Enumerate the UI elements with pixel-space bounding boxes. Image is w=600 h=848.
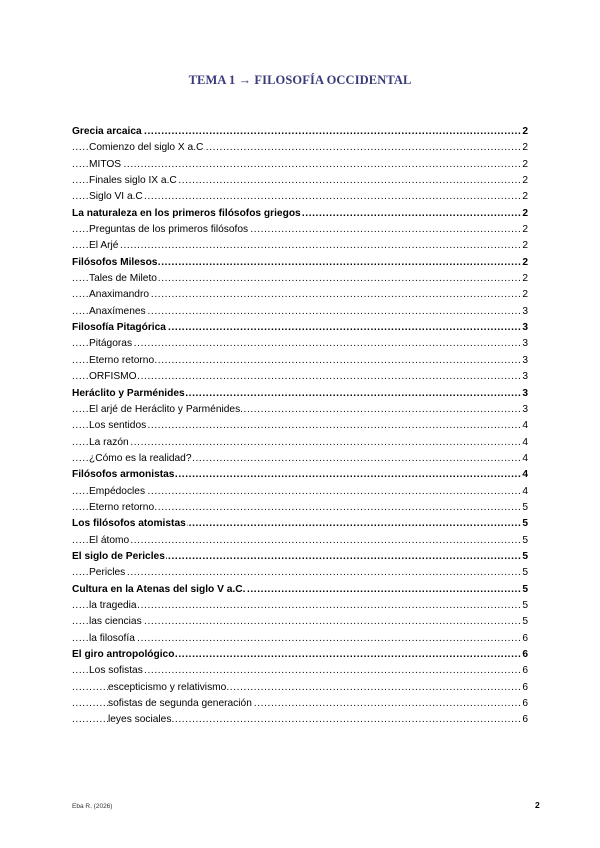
toc-entry[interactable] [72,271,528,287]
toc-entry-page: 6 [521,712,528,728]
toc-entry-page: 2 [521,189,528,205]
toc-entry-label: Los sofistas [89,665,143,677]
toc-entry-page: 3 [521,386,528,402]
toc-entry-page: 6 [521,663,528,679]
toc-entry-page: 3 [521,336,528,352]
toc-entry-label: Filósofos armonistas [72,469,175,481]
toc-entry[interactable] [72,336,528,352]
toc-entry[interactable] [72,467,528,483]
toc-entry-page: 4 [521,484,528,500]
toc-entry-label: Eterno retorno [89,354,155,366]
toc-entry-page: 2 [521,206,528,222]
toc-entry[interactable] [72,320,528,336]
toc-entry-page: 2 [521,255,528,271]
toc-entry[interactable] [72,680,528,696]
toc-entry-label: El giro antropológico [72,649,175,660]
toc-entry[interactable] [72,238,528,254]
toc-entry[interactable] [72,614,528,630]
toc-entry-label: la filosofía [89,632,135,644]
toc-entry[interactable] [72,304,528,320]
toc-entry[interactable] [72,647,528,663]
toc-entry-label: Finales siglo IX a.C [89,175,177,187]
toc-entry-label: Anaximandro [89,289,150,301]
toc-entry[interactable] [72,598,528,614]
toc-entry-page: 2 [521,157,528,173]
toc-entry[interactable] [72,533,528,549]
toc-entry-label: las ciencias [89,616,142,628]
footer-page-number: 2 [535,800,540,810]
toc-entry-page: 3 [521,320,528,336]
toc-entry-label: Los filósofos atomistas [72,518,186,530]
toc-entry[interactable] [72,435,528,451]
toc-entry-label: ¿Cómo es la realidad? [89,452,192,464]
toc-entry-label: Tales de Mileto [89,273,157,285]
toc-entry[interactable] [72,222,528,238]
toc-entry[interactable] [72,140,528,156]
toc-entry-page: 4 [521,435,528,451]
toc-entry[interactable] [72,696,528,712]
toc-entry-label: sofistas de segunda generación [108,698,252,710]
toc-entry-label: El Arjé [89,240,119,252]
toc-entry[interactable] [72,451,528,467]
toc-entry-label: El arjé de Heráclito y Parménides [89,403,241,415]
toc-entry-label: Pericles [89,567,126,579]
toc-entry-page: 5 [521,614,528,630]
toc-entry[interactable] [72,255,528,271]
toc-entry-page: 3 [521,353,528,369]
toc-entry-label: la tragedia [89,599,137,611]
toc-entry-page: 2 [521,238,528,254]
toc-entry-label: La razón [89,436,129,448]
table-of-contents [72,124,528,729]
toc-entry[interactable] [72,369,528,385]
toc-entry-page: 5 [521,565,528,581]
toc-entry[interactable] [72,582,528,598]
toc-entry-label: Empédocles [89,485,146,497]
toc-entry[interactable] [72,206,528,222]
toc-entry[interactable] [72,353,528,369]
toc-entry-label: La naturaleza en los primeros filósofos griegos [72,207,301,219]
toc-entry-label: ORFISMO [89,371,137,383]
toc-entry-page: 5 [521,582,528,598]
toc-entry[interactable] [72,484,528,500]
toc-entry-label: MITOS [89,158,122,170]
toc-entry-label: Filosofía Pitagórica [72,322,166,334]
toc-entry[interactable] [72,516,528,532]
toc-entry-label: Comienzo del siglo X a.C [89,142,204,154]
toc-entry-page: 5 [521,549,528,565]
toc-entry[interactable] [72,157,528,173]
toc-entry-label: leyes sociales [108,714,172,726]
toc-entry-label: Siglo VI a.C [89,191,143,203]
toc-entry[interactable] [72,386,528,402]
toc-entry-label: El siglo de Pericles [72,550,165,562]
toc-entry[interactable] [72,124,528,140]
toc-entry[interactable] [72,663,528,679]
footer-author: Eba R. (2026) [72,803,113,810]
toc-entry[interactable] [72,287,528,303]
toc-entry-page: 6 [521,696,528,712]
toc-entry-page: 2 [521,287,528,303]
toc-entry-page: 6 [521,647,528,663]
toc-entry-label: Anaxímenes [89,305,146,317]
toc-entry-page: 5 [521,598,528,614]
toc-entry[interactable] [72,418,528,434]
toc-entry-label: Preguntas de los primeros filósofos [89,224,249,236]
toc-entry-page: 4 [521,467,528,483]
toc-entry-page: 5 [521,533,528,549]
toc-entry-page: 6 [521,631,528,647]
toc-entry-label: escepticismo y relativismo [108,681,227,693]
toc-entry-label: Filósofos Milesos [72,256,158,268]
toc-entry[interactable] [72,712,528,728]
toc-entry-label: El átomo [89,534,130,546]
toc-entry-page: 2 [521,222,528,238]
page-title: TEMA 1 → FILOSOFÍA OCCIDENTAL [188,73,412,87]
toc-entry[interactable] [72,189,528,205]
toc-entry-page: 4 [521,451,528,467]
toc-entry-page: 5 [521,516,528,532]
toc-entry-page: 2 [521,173,528,189]
toc-entry-label: Eterno retorno [89,501,155,513]
toc-entry-page: 4 [521,418,528,434]
toc-entry[interactable] [72,173,528,189]
toc-entry-page: 3 [521,402,528,418]
toc-entry-page: 2 [521,124,528,140]
toc-entry-label: Grecia arcaica [72,126,142,137]
toc-entry[interactable] [72,565,528,581]
toc-entry[interactable] [72,500,528,516]
toc-entry-page: 2 [521,140,528,156]
toc-entry-page: 5 [521,500,528,516]
toc-entry[interactable] [72,402,528,418]
toc-entry-page: 3 [521,304,528,320]
toc-entry[interactable] [72,549,528,565]
toc-entry-label: Los sentidos [89,420,147,432]
toc-entry-label: Pitágoras [89,338,133,350]
toc-entry-label: Cultura en la Atenas del siglo V a.C. [72,583,246,595]
toc-entry-page: 3 [521,369,528,385]
toc-entry-page: 2 [521,271,528,287]
toc-entry-page: 6 [521,680,528,696]
toc-entry-label: Heráclito y Parménides [72,387,185,399]
toc-entry[interactable] [72,631,528,647]
